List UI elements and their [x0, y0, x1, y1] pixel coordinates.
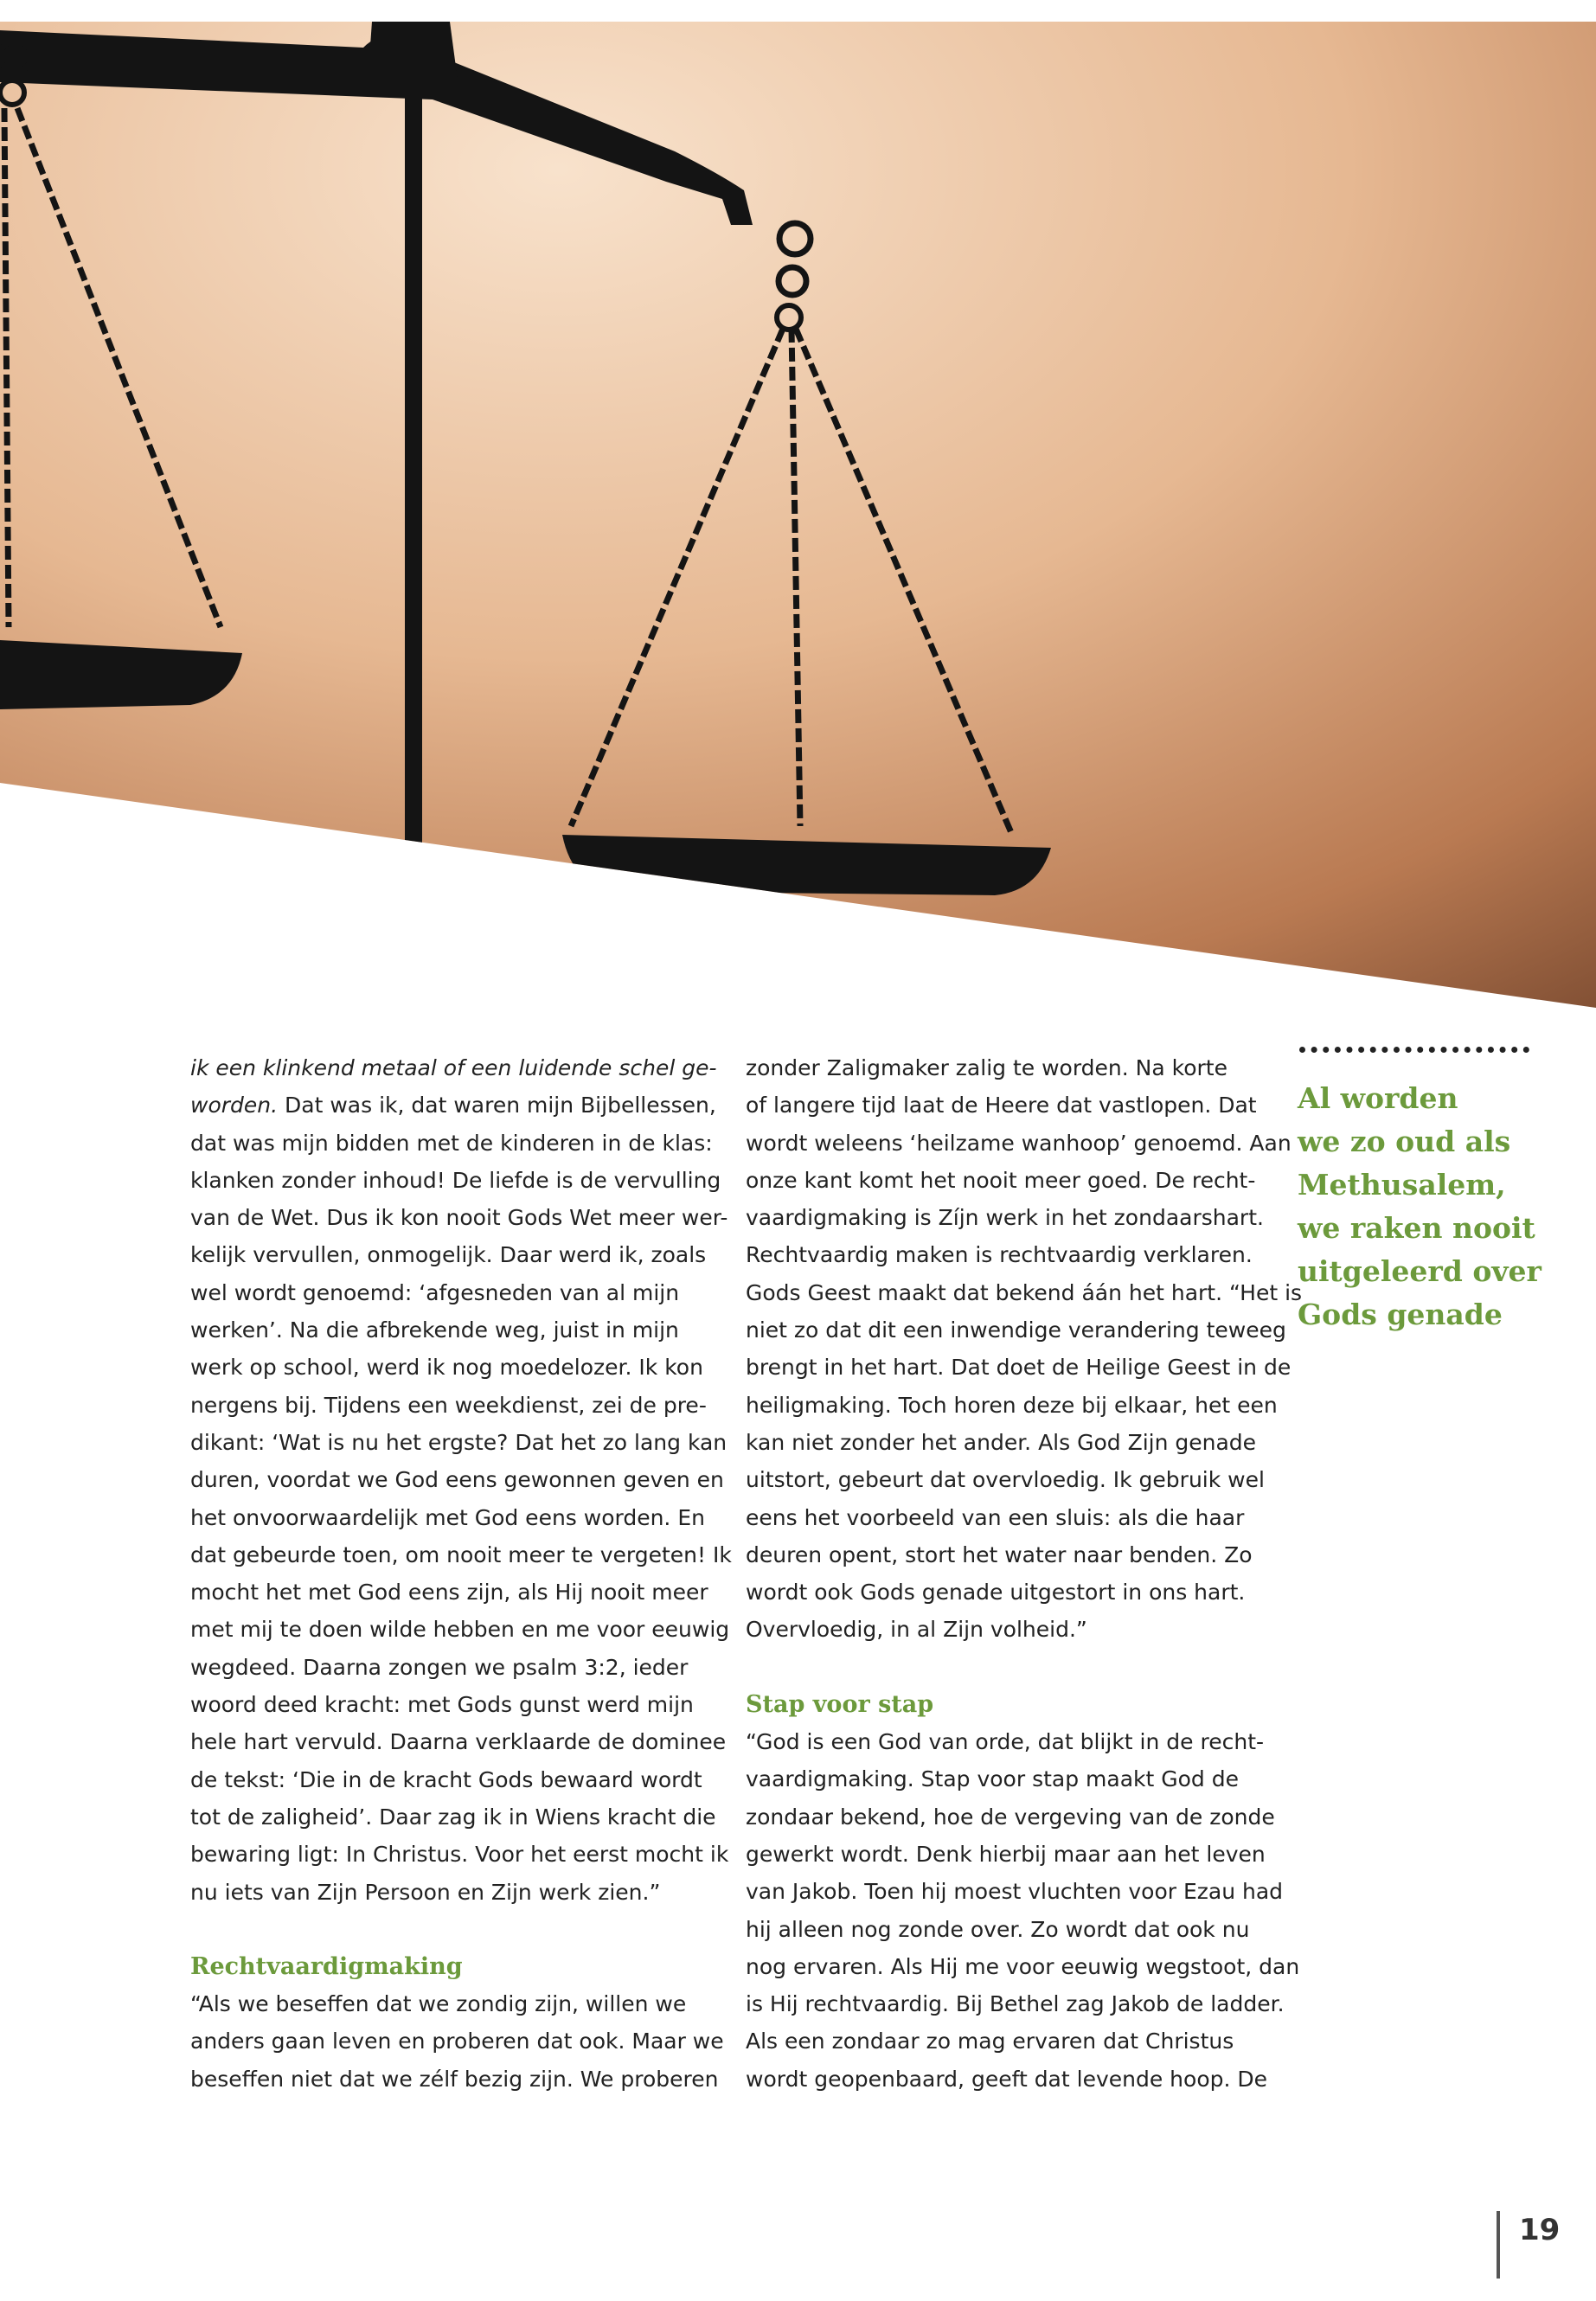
text-line: eens het voorbeeld van een sluis: als die haar	[746, 1504, 1245, 1530]
text-line: dikant: ‘Wat is nu het ergste? Dat het zo lang kan	[190, 1429, 727, 1455]
text-line: Als een zondaar zo mag ervaren dat Christus	[746, 2029, 1234, 2054]
text-line: nog ervaren. Als Hij me voor eeuwig wegstoot, dan	[746, 1953, 1300, 1979]
text-line: vaardigmaking. Stap voor stap maakt God de	[746, 1766, 1239, 1792]
text-line: zonder Zaligmaker zalig te worden. Na korte	[746, 1055, 1227, 1080]
pull-quote-line: Al worden	[1298, 1081, 1458, 1115]
text-line: wordt ook Gods genade uitgestort in ons hart.	[746, 1580, 1246, 1606]
paragraph	[746, 1049, 1303, 1649]
text-line: deuren opent, stort het water naar benden. Zo	[746, 1541, 1253, 1567]
balance-scale-image	[0, 22, 1596, 1008]
text-line: het onvoorwaardelijk met God eens worden. En	[190, 1504, 705, 1530]
text-line: wordt geopenbaard, geeft dat levende hoop. De	[746, 2066, 1268, 2092]
paragraph	[190, 1049, 732, 1911]
text-line: brengt in het hart. Dat doet de Heilige Geest in de	[746, 1355, 1292, 1381]
text-line: vaardigmaking is Zíjn werk in het zondaarshart.	[746, 1205, 1264, 1231]
text-line: wegdeed. Daarna zongen we psalm 3:2, ieder	[190, 1654, 689, 1680]
text-line: van Jakob. Toen hij moest vluchten voor Ezau had	[746, 1879, 1284, 1905]
pull-quote-line: we raken nooit	[1298, 1211, 1535, 1245]
pull-quote-line: we zo oud als	[1298, 1125, 1511, 1158]
paragraph	[190, 1985, 724, 2098]
text-line: duren, voordat we God eens gewonnen geven en	[190, 1467, 724, 1493]
text-line	[190, 1086, 716, 1124]
text-line: mocht het met God eens zijn, als Hij nooit meer	[190, 1580, 708, 1606]
text-line: is Hij rechtvaardig. Bij Bethel zag Jakob de ladder.	[746, 1991, 1285, 2017]
text-line: zondaar bekend, hoe de vergeving van de zonde	[746, 1804, 1275, 1830]
text-line: gewerkt wordt. Denk hierbij maar aan het leven	[746, 1841, 1266, 1867]
text-line: klanken zonder inhoud! De liefde is de vervulling	[190, 1167, 721, 1193]
text-line-rest: Dat was ik, dat waren mijn Bijbellessen,	[278, 1093, 716, 1118]
text-line: dat gebeurde toen, om nooit meer te vergeten! Ik	[190, 1541, 732, 1567]
text-line: kelijk vervullen, onmogelijk. Daar werd ik, zoals	[190, 1242, 707, 1268]
text-line: Gods Geest maakt dat bekend áán het hart. “Het is	[746, 1279, 1303, 1305]
text-line: anders gaan leven en proberen dat ook. Maar we	[190, 2029, 724, 2054]
dotted-divider	[1299, 1047, 1529, 1053]
text-line: Rechtvaardig maken is rechtvaardig verklaren.	[746, 1242, 1253, 1268]
text-line-italic-part: worden.	[190, 1093, 279, 1118]
paragraph	[746, 1723, 1300, 2098]
text-line: niet zo dat dit een inwendige verandering teweeg	[746, 1317, 1286, 1343]
text-line: heiligmaking. Toch horen deze bij elkaar, het een	[746, 1392, 1278, 1418]
hero-image	[0, 22, 1596, 1008]
text-line: wordt weleens ‘heilzame wanhoop’ genoemd. Aan	[746, 1130, 1292, 1156]
text-line: ik een klinkend metaal of een luidende schel ge-	[190, 1055, 717, 1080]
text-line: woord deed kracht: met Gods gunst werd mijn	[190, 1692, 694, 1718]
text-line: of langere tijd laat de Heere dat vastlopen. Dat	[746, 1093, 1257, 1118]
text-line: “Als we beseffen dat we zondig zijn, willen we	[190, 1991, 687, 2017]
pull-quote-line: Methusalem,	[1298, 1168, 1506, 1202]
pull-quote	[1298, 1047, 1557, 1336]
text-line: uitstort, gebeurt dat overvloedig. Ik gebruik wel	[746, 1467, 1265, 1493]
text-line: werken’. Na die afbrekende weg, juist in mijn	[190, 1317, 679, 1343]
text-line: nergens bij. Tijdens een weekdienst, zei de pre-	[190, 1392, 707, 1418]
pull-quote-text	[1298, 1077, 1557, 1336]
text-line: kan niet zonder het ander. Als God Zijn genade	[746, 1429, 1257, 1455]
text-line: tot de zaligheid’. Daar zag ik in Wiens kracht die	[190, 1804, 716, 1830]
text-line: onze kant komt het nooit meer goed. De recht-	[746, 1167, 1256, 1193]
text-line: dat was mijn bidden met de kinderen in de klas:	[190, 1130, 713, 1156]
text-line: hij alleen nog zonde over. Zo wordt dat ook nu	[746, 1916, 1250, 1942]
text-line: nu iets van Zijn Persoon en Zijn werk zien.”	[190, 1879, 661, 1905]
page-number: 19	[1519, 2213, 1561, 2247]
text-line: “God is een God van orde, dat blijkt in de recht-	[746, 1729, 1265, 1755]
pull-quote-line: uitgeleerd over	[1298, 1254, 1542, 1288]
text-column-left	[190, 1049, 732, 2098]
text-line: hele hart vervuld. Daarna verklaarde de dominee	[190, 1729, 727, 1755]
section-heading: Rechtvaardigmaking	[190, 1952, 463, 1980]
text-line: van de Wet. Dus ik kon nooit Gods Wet meer wer-	[190, 1205, 728, 1231]
text-line: Overvloedig, in al Zijn volheid.”	[746, 1617, 1087, 1643]
text-column-middle	[746, 1049, 1303, 2098]
text-line: wel wordt genoemd: ‘afgesneden van al mijn	[190, 1279, 680, 1305]
pull-quote-line: Gods genade	[1298, 1298, 1503, 1331]
text-line: met mij te doen wilde hebben en me voor eeuwig	[190, 1617, 730, 1643]
text-line: de tekst: ‘Die in de kracht Gods bewaard wordt	[190, 1766, 702, 1792]
text-line: bewaring ligt: In Christus. Voor het eerst mocht ik	[190, 1842, 729, 1868]
page-number-block	[1497, 2211, 1560, 2279]
section-heading: Stap voor stap	[746, 1690, 934, 1718]
text-line: beseffen niet dat we zélf bezig zijn. We proberen	[190, 2066, 719, 2092]
text-line: werk op school, werd ik nog moedelozer. Ik kon	[190, 1355, 703, 1381]
